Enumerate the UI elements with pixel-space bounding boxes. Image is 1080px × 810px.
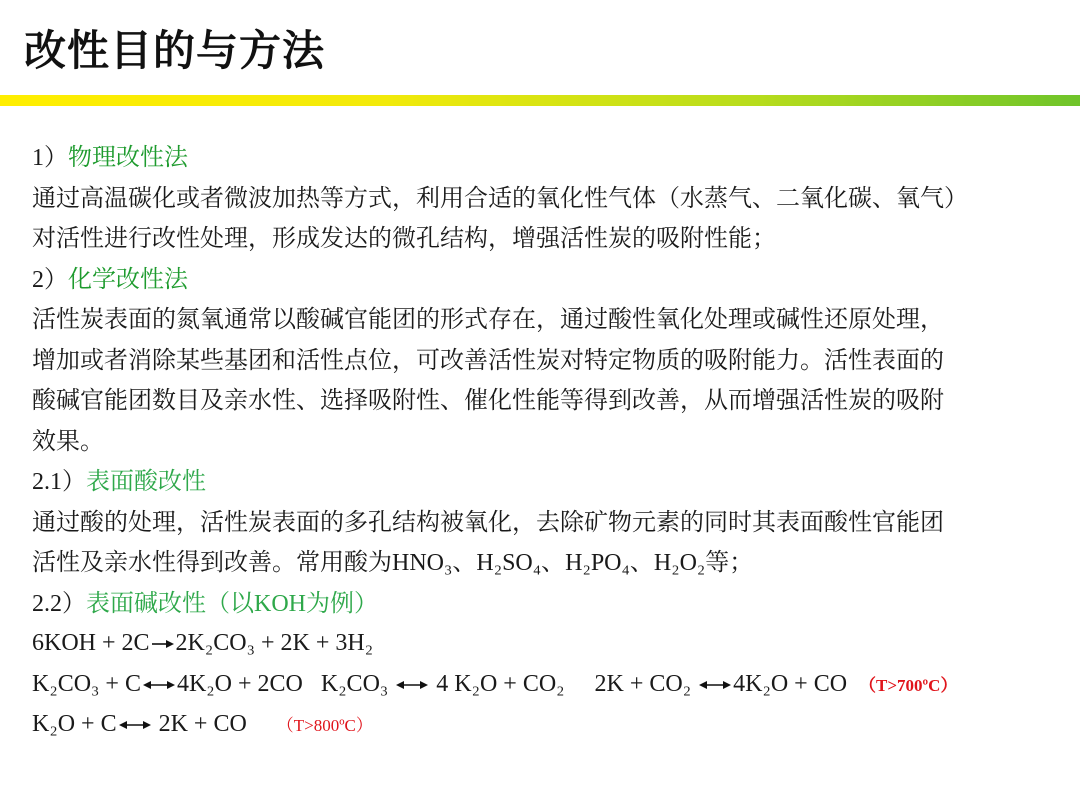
section-number: 1） [32,145,68,171]
equation-lhs: 2K + CO₂ [594,670,692,697]
paragraph-line: 对活性进行改性处理，形成发达的微孔结构，增强活性炭的吸附性能； [32,224,776,252]
section-title: 化学改性法 [68,264,188,293]
section-number: 2） [32,266,68,293]
section-title: 表面酸改性 [86,467,206,495]
paragraph-line: 通过酸的处理，活性炭表面的多孔结构被氧化，去除矿物元素的同时其表面酸性官能团 [32,507,944,536]
equation-rhs: 4 K₂O + CO₂ [436,670,565,697]
section-acid-heading [32,461,1072,502]
paragraph-line: 通过高温碳化或者微波加热等方式，利用合适的氧化性气体（水蒸气、二氧化碳、氧气） [32,183,968,212]
acid-formula: HNO₃ [392,550,453,576]
acid-formula: H₂O₂ [653,550,706,576]
equation-3 [32,704,1072,745]
section-chemical-heading [32,259,1072,300]
section-title-end: 为例） [306,588,378,617]
separator: 、 [452,548,477,576]
equation-rhs: 4K₂O + CO [733,670,848,697]
section-title: 表面碱改性（以 [86,588,254,617]
separator: 、 [541,548,566,576]
equation-1 [32,623,1072,664]
temperature-condition: （T>700ºC） [859,675,958,695]
temperature-condition: （T>800ºC） [276,716,373,735]
equation-lhs: K₂CO₃ + C [32,670,141,697]
acid-intro: 活性及亲水性得到改善。常用酸为 [32,548,392,576]
acid-outro: 等； [705,548,754,576]
paragraph-line-acids [32,542,1072,583]
title-underline-bar [0,95,1080,106]
slide-body [32,137,1072,745]
equation-rhs: 2K + CO [158,711,247,737]
acid-formula: H₂PO₄ [565,550,630,576]
equation-rhs: 2K₂CO₃ + 2K + 3H₂ [175,630,374,656]
section-number: 2.2） [32,590,86,617]
paragraph-line: 增加或者消除某些基团和活性点位，可改善活性炭对特定物质的吸附能力。活性表面的 [32,345,944,374]
equation-lhs: K₂O + C [32,711,117,737]
section-number: 2.1） [32,469,86,495]
reversible-arrow-icon [699,679,731,691]
reversible-arrow-icon [143,679,175,691]
paragraph-line: 活性炭表面的氮氧通常以酸碱官能团的形式存在，通过酸性氧化处理或碱性还原处理， [32,305,944,333]
forward-arrow-icon [152,638,174,650]
equation-lhs: K₂CO₃ [320,670,389,697]
separator: 、 [629,548,654,576]
section-physical-heading [32,137,1072,178]
section-base-heading [32,583,1072,624]
reversible-arrow-icon [119,719,151,731]
equation-rhs: 4K₂O + 2CO [176,670,303,697]
paragraph-line: 酸碱官能团数目及亲水性、选择吸附性、催化性能等得到改善，从而增强活性炭的吸附 [32,386,944,414]
equation-lhs: 6KOH + 2C [32,630,150,656]
paragraph-line: 效果。 [32,426,104,455]
section-title: 物理改性法 [68,143,188,171]
section-title-koh: KOH [254,590,306,617]
reversible-arrow-icon [396,679,428,691]
page-title: 改性目的与方法 [24,26,326,75]
equation-row-2 [32,664,1072,705]
acid-formula: H₂SO₄ [476,550,542,576]
